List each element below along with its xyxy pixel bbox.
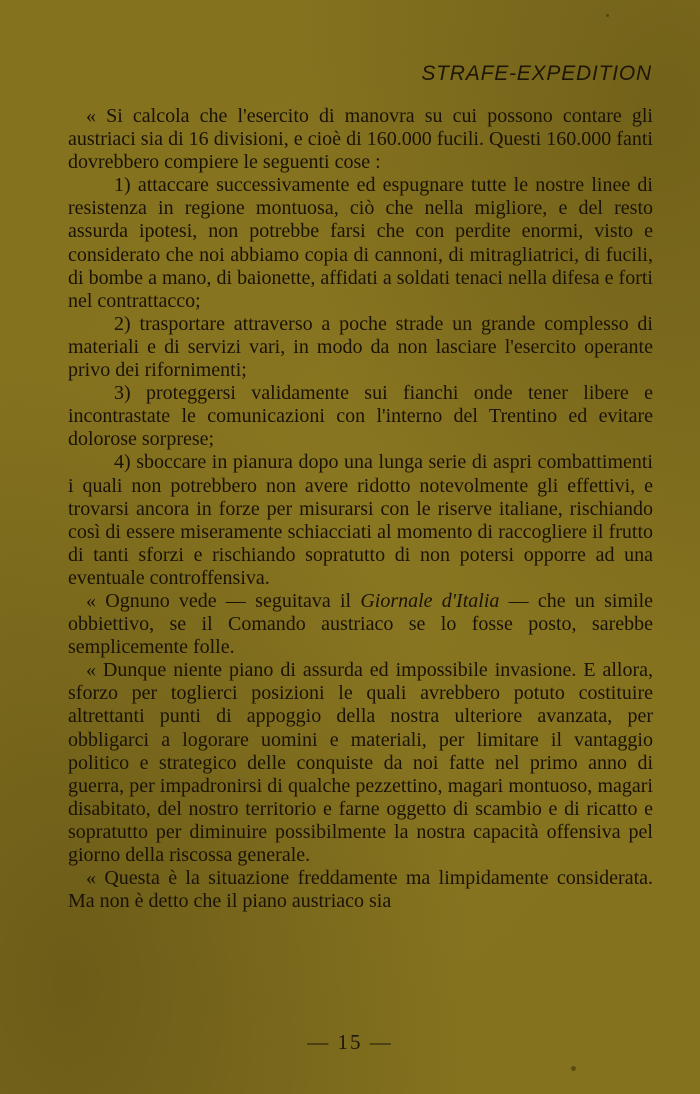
paragraph-point-4: 4) sboccare in pianura dopo una lunga serie di aspri combattimenti i quali non potrebbero non avere ridotto notevolmente gli effettivi, e trovarsi ancora in forze per misurarsi con le riserve italiane, rischiando così di essere miseramente schiacciati al momento di raccogliere il frutto di tanti sforzi e rischiando sopratutto di non potersi opporre ad una eventuale controffensiva. xyxy=(68,451,653,589)
running-header: STRAFE-EXPEDITION xyxy=(421,62,652,85)
paragraph-6-end: — che un simile obbiettivo, se il Comando austriaco se lo fosse posto, sarebbe semplicemente folle. xyxy=(68,589,654,659)
paragraph-point-3: 3) proteggersi validamente sui fianchi onde tener libere e incontrastate le comunicazioni con l'interno del Trentino ed evitare dolorose sorprese; xyxy=(68,382,653,451)
paragraph-point-2: 2) trasportare attraverso a poche strade un grande complesso di materiali e di servizi vari, in modo da non lasciare l'esercito operante privo dei rifornimenti; xyxy=(68,312,653,382)
paper-speck xyxy=(571,1066,576,1071)
paragraph-6-start: « Ognuno vede — seguitava il xyxy=(86,589,361,612)
paper-speck xyxy=(606,14,609,17)
paragraph-quote-giornale xyxy=(68,590,653,659)
body-text xyxy=(68,105,653,913)
page-number: — 15 — xyxy=(307,1030,393,1054)
paragraph-8: « Questa è la situazione freddamente ma limpidamente considerata. Ma non è detto che il piano austriaco sia xyxy=(68,867,653,913)
paragraph-point-1: 1) attaccare successivamente ed espugnare tutte le nostre linee di resistenza in regione montuosa, ciò che nella migliore, e del resto assurda ipotesi, non potrebbe farsi che con perdite enormi, visto e considerato che noi abbiamo copia di cannoni, di mitragliatrici, di fucili, di bombe a mano, di baionette, affidati a soldati tenaci nella difesa e forti nel contrattacco; xyxy=(68,174,653,312)
paragraph-1: « Si calcola che l'esercito di manovra su cui possono contare gli austriaci sia di 16 divisioni, e cioè di 160.000 fucili. Questi 160.000 fanti dovrebbero compiere le seguenti cose : xyxy=(68,105,653,174)
paragraph-7: « Dunque niente piano di assurda ed impossibile invasione. E allora, sforzo per toglierci posizioni le quali avrebbero potuto costituire altrettanti punti di appoggio della nostra ulteriore avanzata, per obbligarci a logorare uomini e materiali, per limitare il vantaggio politico e strategico delle conquiste da noi fatte nel primo anno di guerra, per impadronirsi di qualche pezzettino, magari montuoso, magari disabitato, del nostro territorio e farne oggetto di scambio e di ricatto e sopratutto per diminuire possibilmente la nostra capacità offensiva pel giorno della riscossa generale. xyxy=(68,659,653,866)
newspaper-title: Giornale d'Italia xyxy=(360,589,500,612)
